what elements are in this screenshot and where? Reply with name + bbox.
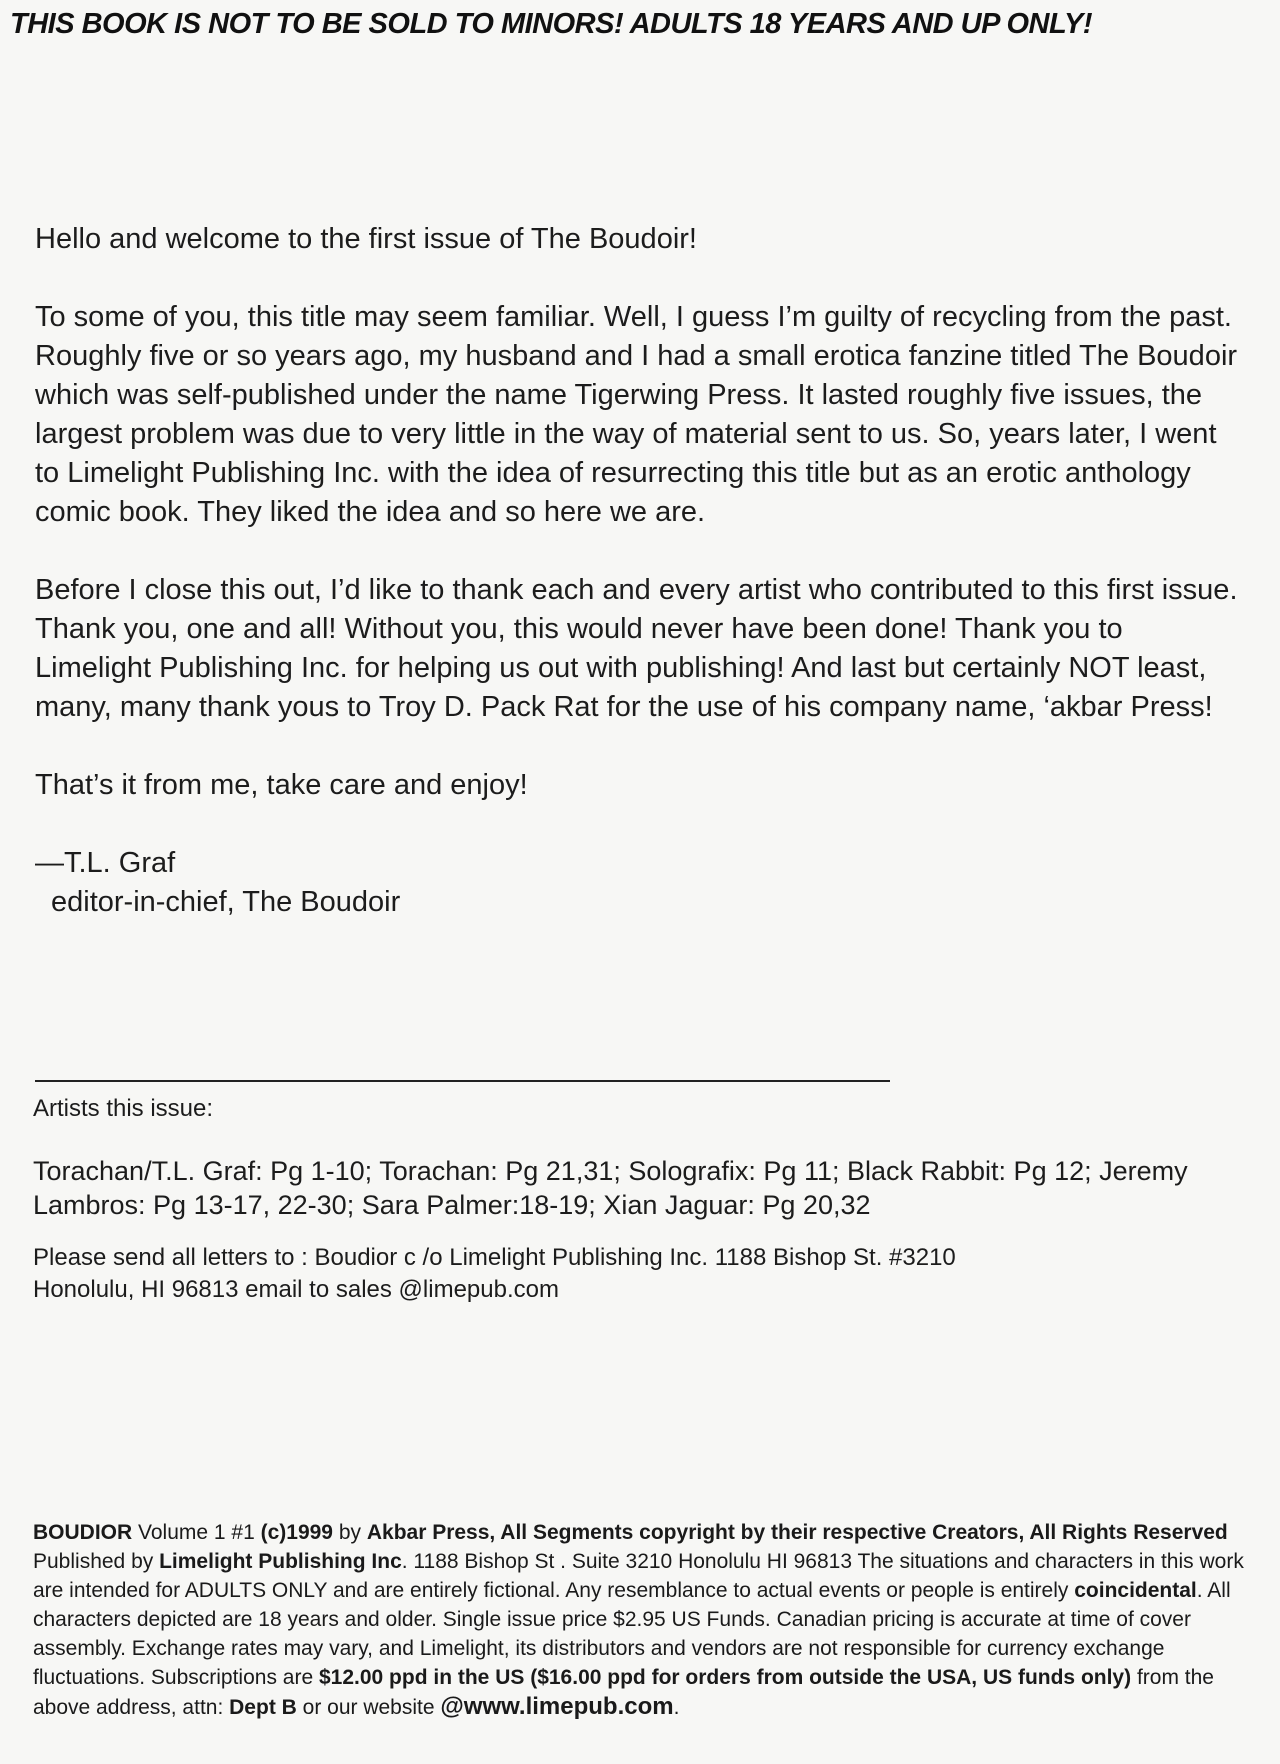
legal-publisher: Limelight Publishing Inc: [159, 1550, 402, 1573]
legal-copyright-year: (c)1999: [260, 1521, 333, 1544]
artist-credits: [33, 1094, 1263, 1306]
signature-title: editor-in-chief, The Boudoir: [51, 886, 401, 918]
letter-paragraph-2: Before I close this out, I’d like to thank each and every artist who contributed to this first issue. Thank you, one and all! Without you, this would never have been done! Thank you to Limelight Publishing Inc. for helping us out with publishing! And last but certainly NOT least, many, many thank yous to Troy D. Pack Rat for the use of his company name, ‘akbar Press!: [35, 574, 1238, 723]
letter-greeting: Hello and welcome to the first issue of The Boudoir!: [35, 223, 697, 255]
letter-signature: [35, 844, 1245, 922]
legal-text: from the above address, attn:: [33, 1666, 1214, 1719]
age-warning-banner: THIS BOOK IS NOT TO BE SOLD TO MINORS! ADULTS 18 YEARS AND UP ONLY!: [10, 8, 1093, 40]
legal-title: BOUDIOR: [33, 1521, 133, 1544]
section-divider: [35, 1080, 890, 1082]
legal-text: Volume 1 #1: [132, 1521, 261, 1544]
letter-paragraph-1: To some of you, this title may seem familiar. Well, I guess I’m guilty of recycling from the past. Roughly five or so years ago, my husband and I had a small erotica fanzine titled The Boudoir which was self-published under the name Tigerwing Press. It lasted roughly five issues, the largest problem was due to very little in the way of material sent to us. So, years later, I went to Limelight Publishing Inc. with the idea of resurrecting this title but as an erotic anthology comic book. They liked the idea and so here we are.: [35, 301, 1238, 528]
editor-letter: [35, 220, 1245, 922]
signature-name: —T.L. Graf: [35, 847, 176, 879]
credits-heading: Artists this issue:: [33, 1095, 214, 1122]
legal-notice: [33, 1518, 1248, 1722]
legal-text: . 1188 Bishop St . Suite 3210 Honolulu HI 96813 The situations and characters in this work are intended for ADULTS ONLY and are entirely fictional. Any resemblance to actual events or people is entirely: [33, 1550, 1244, 1602]
credits-list: Torachan/T.L. Graf: Pg 1-10; Torachan: Pg 21,31; Solografix: Pg 11; Black Rabbit: Pg 12; Jeremy Lambros: Pg 13-17, 22-30; Sara Palmer:18-19; Xian Jaguar: Pg 20,32: [33, 1156, 1188, 1220]
legal-text: . All characters depicted are 18 years and older. Single issue price $2.95 US Funds. Canadian pricing is accurate at time of cover assembly. Exchange rates may vary, and Limelight, its distributors and vendors are not responsible for currency exchange fluctuations. Subscriptions are: [33, 1579, 1231, 1689]
legal-text: .: [673, 1696, 680, 1719]
legal-emphasis: coincidental: [1074, 1579, 1197, 1602]
mailing-address-line-1: Please send all letters to : Boudior c /o Limelight Publishing Inc. 1188 Bishop St. #3210: [33, 1244, 956, 1271]
legal-copyright-holder: Akbar Press, All Segments copyright by their respective Creators, All Rights Reserved: [366, 1521, 1228, 1544]
legal-text: or our website: [296, 1696, 441, 1719]
mailing-address: [33, 1242, 1263, 1306]
legal-text: by: [332, 1521, 367, 1544]
legal-department: Dept B: [229, 1696, 297, 1719]
mailing-address-line-2: Honolulu, HI 96813 email to sales @limepub.com: [33, 1276, 559, 1303]
legal-subscription-price: $12.00 ppd in the US ($16.00 ppd for orders from outside the USA, US funds only): [318, 1666, 1132, 1689]
letter-closing: That’s it from me, take care and enjoy!: [35, 769, 528, 801]
legal-text: Published by: [33, 1550, 160, 1573]
legal-website: @www.limepub.com: [440, 1693, 674, 1720]
